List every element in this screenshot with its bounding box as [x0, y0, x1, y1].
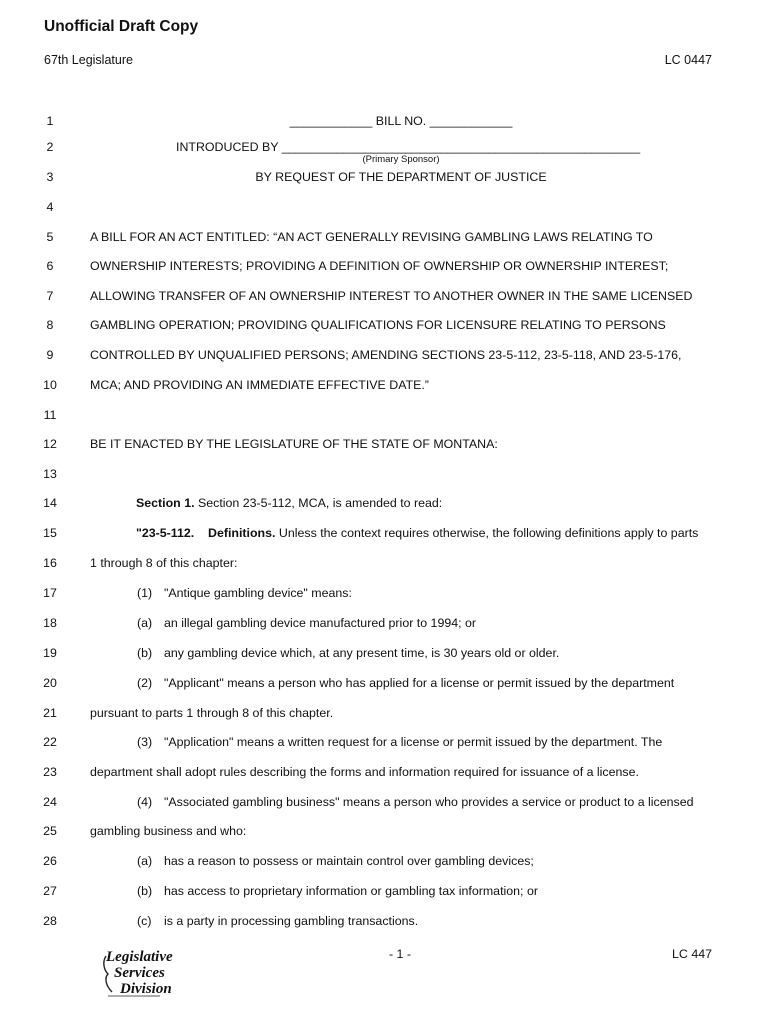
title-text: MCA; AND PROVIDING AN IMMEDIATE EFFECTIVE DATE.”: [90, 378, 429, 392]
section-heading: [136, 496, 442, 510]
body-text: gambling business and who:: [90, 824, 247, 838]
legislative-services-logo: [100, 948, 190, 1000]
line-number: 1: [46, 114, 54, 128]
line-number: 13: [43, 467, 57, 481]
line-number: 7: [46, 289, 54, 303]
draft-title: Unofficial Draft Copy: [44, 18, 199, 35]
legislature-label: 67th Legislature: [44, 53, 133, 67]
line-number: 24: [43, 795, 57, 809]
line-27: [0, 884, 770, 902]
line-22: [0, 735, 770, 753]
line-3: [0, 170, 770, 188]
primary-sponsor-note: (Primary Sponsor): [362, 154, 440, 165]
logo-line-3: Division: [120, 981, 172, 997]
list-marker: (1): [137, 586, 153, 600]
body-text: "Antique gambling device" means:: [164, 586, 352, 600]
bill-number-line: ____________ BILL NO. ____________: [289, 114, 513, 128]
section-label: Section 1.: [136, 496, 195, 510]
section-text: Section 23-5-112, MCA, is amended to read:: [194, 496, 443, 510]
enacting-clause: BE IT ENACTED BY THE LEGISLATURE OF THE STATE OF MONTANA:: [90, 437, 498, 451]
body-text: "Associated gambling business" means a person who provides a service or product to a licensed: [164, 795, 694, 809]
lc-number-footer: LC 447: [672, 947, 712, 961]
list-marker: (3): [137, 735, 153, 749]
line-number: 3: [46, 170, 54, 184]
body-text: an illegal gambling device manufactured prior to 1994; or: [164, 616, 477, 630]
request-line: BY REQUEST OF THE DEPARTMENT OF JUSTICE: [255, 170, 547, 184]
line-21: [0, 706, 770, 724]
definitions-heading: [136, 526, 698, 540]
line-number: 22: [43, 735, 57, 749]
line-19: [0, 646, 770, 664]
line-28: [0, 914, 770, 932]
line-number: 4: [46, 200, 54, 214]
title-text: CONTROLLED BY UNQUALIFIED PERSONS; AMENDING SECTIONS 23-5-112, 23-5-118, AND 23-5-176,: [90, 348, 682, 362]
introduced-by-line: INTRODUCED BY ____________________________________________________: [176, 140, 641, 154]
body-text: has access to proprietary information or gambling tax information; or: [164, 884, 538, 898]
logo-line-2: Services: [114, 965, 165, 981]
line-8: [0, 318, 770, 336]
list-marker: (b): [137, 646, 153, 660]
lc-number-header: LC 0447: [664, 53, 712, 67]
list-marker: (a): [137, 616, 153, 630]
line-number: 11: [43, 408, 57, 422]
line-25: [0, 824, 770, 842]
line-15: [0, 526, 770, 544]
body-text: has a reason to possess or maintain control over gambling devices;: [164, 854, 534, 868]
line-number: 16: [43, 556, 57, 570]
line-12: [0, 437, 770, 455]
title-text: A BILL FOR AN ACT ENTITLED: “AN ACT GENERALLY REVISING GAMBLING LAWS RELATING TO: [90, 230, 653, 244]
line-26: [0, 854, 770, 872]
line-number: 26: [43, 854, 57, 868]
line-number: 10: [43, 378, 57, 392]
list-marker: (a): [137, 854, 153, 868]
line-11: [0, 408, 770, 426]
line-5: [0, 230, 770, 248]
line-number: 20: [43, 676, 57, 690]
page-number: - 1 -: [388, 947, 412, 961]
definitions-label: "23-5-112. Definitions.: [136, 526, 276, 540]
list-marker: (b): [137, 884, 153, 898]
line-number: 27: [43, 884, 57, 898]
line-17: [0, 586, 770, 604]
line-number: 28: [43, 914, 57, 928]
line-number: 6: [46, 259, 54, 273]
title-text: GAMBLING OPERATION; PROVIDING QUALIFICATIONS FOR LICENSURE RELATING TO PERSONS: [90, 318, 666, 332]
line-13: [0, 467, 770, 485]
line-number: 21: [43, 706, 57, 720]
body-text: "Applicant" means a person who has applied for a license or permit issued by the department: [164, 676, 675, 690]
line-20: [0, 676, 770, 694]
line-number: 9: [46, 348, 54, 362]
line-number: 15: [43, 526, 57, 540]
line-number: 17: [43, 586, 57, 600]
body-text: department shall adopt rules describing the forms and information required for issuance of a license.: [90, 765, 639, 779]
body-text: is a party in processing gambling transactions.: [164, 914, 419, 928]
body-text: "Application" means a written request for a license or permit issued by the department. The: [164, 735, 663, 749]
body-text: any gambling device which, at any present time, is 30 years old or older.: [164, 646, 560, 660]
line-number: 5: [46, 230, 54, 244]
line-number: 2: [46, 140, 54, 154]
line-number: 25: [43, 824, 57, 838]
line-9: [0, 348, 770, 366]
line-number: 8: [46, 318, 54, 332]
definitions-text: Unless the context requires otherwise, the following definitions apply to parts: [275, 526, 699, 540]
line-6: [0, 259, 770, 277]
line-24: [0, 795, 770, 813]
line-number: 14: [43, 496, 57, 510]
line-number: 19: [43, 646, 57, 660]
line-4: [0, 200, 770, 218]
line-14: [0, 496, 770, 514]
list-marker: (4): [137, 795, 153, 809]
logo-line-1: Legislative: [106, 949, 173, 965]
title-text: OWNERSHIP INTERESTS; PROVIDING A DEFINITION OF OWNERSHIP OR OWNERSHIP INTEREST;: [90, 259, 669, 273]
body-text: pursuant to parts 1 through 8 of this chapter.: [90, 706, 334, 720]
line-number: 12: [43, 437, 57, 451]
line-number: 23: [43, 765, 57, 779]
list-marker: (2): [137, 676, 153, 690]
line-23: [0, 765, 770, 783]
line-10: [0, 378, 770, 396]
line-18: [0, 616, 770, 634]
line-number: 18: [43, 616, 57, 630]
title-text: ALLOWING TRANSFER OF AN OWNERSHIP INTEREST TO ANOTHER OWNER IN THE SAME LICENSED: [90, 289, 693, 303]
line-16: [0, 556, 770, 574]
body-text: 1 through 8 of this chapter:: [90, 556, 238, 570]
list-marker: (c): [137, 914, 152, 928]
line-7: [0, 289, 770, 307]
line-1: [0, 114, 770, 132]
